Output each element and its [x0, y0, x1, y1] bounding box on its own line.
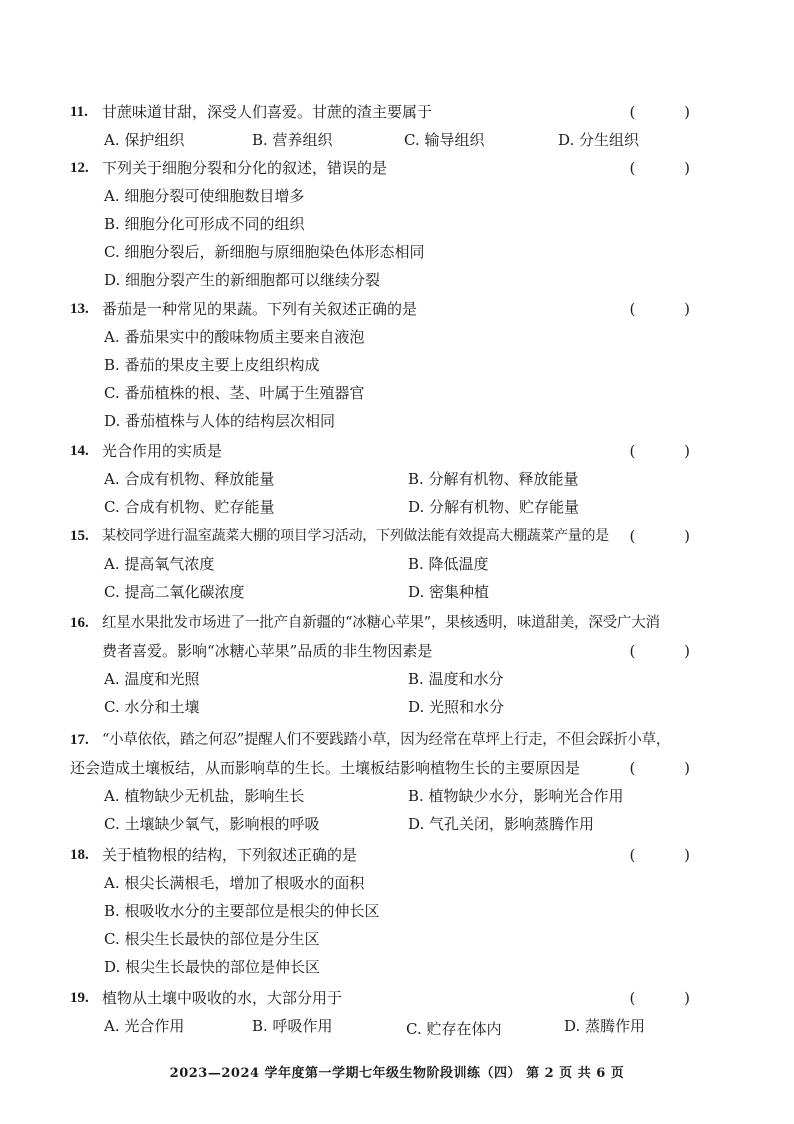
- option-d: D. 细胞分裂产生的新细胞都可以继续分裂: [104, 271, 381, 289]
- question-15: [70, 522, 720, 606]
- option-d: D. 光照和水分: [408, 698, 505, 716]
- question-stem-line1: “小草依依，踏之何忍”提醒人们不要践踏小草，因为经常在草坪上行走，不但会踩折小草，: [102, 732, 671, 748]
- answer-blank: ( ): [629, 846, 712, 864]
- option-d: D. 分生组织: [558, 131, 640, 149]
- answer-blank: ( ): [629, 989, 712, 1007]
- question-14: [70, 437, 720, 521]
- question-stem: 甘蔗味道甘甜，深受人们喜爱。甘蔗的渣主要属于: [102, 103, 433, 121]
- option-d: D. 蒸腾作用: [564, 1017, 646, 1035]
- question-stem-line1: 红星水果批发市场进了一批产自新疆的“冰糖心苹果”，果核透明，味道甜美，深受广大消: [102, 615, 660, 631]
- question-number: 17.: [70, 732, 89, 748]
- answer-blank: ( ): [629, 527, 712, 545]
- option-d: D. 分解有机物、贮存能量: [408, 498, 580, 516]
- question-17: [70, 726, 720, 838]
- option-a: A. 保护组织: [104, 131, 185, 149]
- option-a: A. 温度和光照: [104, 670, 200, 688]
- question-stem: 某校同学进行温室蔬菜大棚的项目学习活动，下列做法能有效提高大棚蔬菜产量的是: [102, 528, 609, 544]
- option-c: C. 提高二氧化碳浓度: [104, 583, 245, 601]
- question-stem: 下列关于细胞分裂和分化的叙述，错误的是: [102, 159, 388, 177]
- option-a: A. 番茄果实中的酸味物质主要来自液泡: [104, 328, 365, 346]
- option-c: C. 水分和土壤: [104, 698, 200, 716]
- option-c: C. 贮存在体内: [406, 1020, 502, 1038]
- question-number: 13.: [70, 301, 89, 317]
- answer-blank: ( ): [629, 759, 712, 777]
- question-18: [70, 841, 720, 981]
- option-c: C. 细胞分裂后，新细胞与原细胞染色体形态相同: [104, 243, 425, 261]
- answer-blank: ( ): [629, 103, 712, 121]
- option-b: B. 温度和水分: [408, 670, 504, 688]
- question-stem-line2: 还会造成土壤板结，从而影响草的生长。土壤板结影响植物生长的主要原因是: [70, 759, 581, 777]
- option-a: A. 细胞分裂可使细胞数目增多: [104, 187, 305, 205]
- option-b: B. 细胞分化可形成不同的组织: [104, 215, 305, 233]
- option-a: A. 提高氧气浓度: [104, 555, 215, 573]
- page-footer: 2023—2024 学年度第一学期七年级生物阶段训练（四） 第 2 页 共 6 页: [169, 1066, 625, 1081]
- option-b: B. 降低温度: [408, 555, 489, 573]
- answer-blank: ( ): [629, 159, 712, 177]
- question-number: 18.: [70, 847, 89, 863]
- question-number: 19.: [70, 990, 89, 1006]
- option-a: A. 合成有机物、释放能量: [104, 470, 275, 488]
- question-stem: 关于植物根的结构，下列叙述正确的是: [102, 846, 358, 864]
- option-b: B. 营养组织: [252, 131, 333, 149]
- answer-blank: ( ): [629, 642, 712, 660]
- question-stem: 植物从土壤中吸收的水，大部分用于: [102, 989, 343, 1007]
- option-d: D. 番茄植株与人体的结构层次相同: [104, 412, 336, 430]
- answer-blank: ( ): [629, 300, 712, 318]
- question-number: 11.: [70, 104, 88, 120]
- option-c: C. 合成有机物、贮存能量: [104, 498, 275, 516]
- question-12: [70, 154, 720, 294]
- option-b: B. 呼吸作用: [252, 1017, 333, 1035]
- option-d: D. 根尖生长最快的部位是伸长区: [104, 958, 321, 976]
- question-number: 12.: [70, 160, 89, 176]
- question-11: [70, 98, 720, 154]
- option-c: C. 番茄植株的根、茎、叶属于生殖器官: [104, 384, 365, 402]
- question-13: [70, 295, 720, 435]
- option-b: B. 分解有机物、释放能量: [408, 470, 579, 488]
- answer-blank: ( ): [629, 442, 712, 460]
- question-stem-line2: 费者喜爱。影响“冰糖心苹果”品质的非生物因素是: [102, 642, 433, 660]
- question-number: 15.: [70, 528, 89, 544]
- option-c: C. 土壤缺少氧气，影响根的呼吸: [104, 815, 320, 833]
- option-d: D. 气孔关闭，影响蒸腾作用: [408, 815, 595, 833]
- option-d: D. 密集种植: [408, 583, 490, 601]
- question-19: [70, 984, 720, 1040]
- option-a: A. 光合作用: [104, 1017, 185, 1035]
- question-stem: 光合作用的实质是: [102, 442, 223, 460]
- option-c: C. 根尖生长最快的部位是分生区: [104, 930, 320, 948]
- question-16: [70, 609, 720, 721]
- question-number: 14.: [70, 443, 89, 459]
- option-b: B. 番茄的果皮主要上皮组织构成: [104, 356, 320, 374]
- question-number: 16.: [70, 615, 89, 631]
- option-b: B. 根吸收水分的主要部位是根尖的伸长区: [104, 902, 380, 920]
- option-a: A. 根尖长满根毛，增加了根吸水的面积: [104, 874, 365, 892]
- option-c: C. 输导组织: [404, 131, 485, 149]
- question-stem: 番茄是一种常见的果蔬。下列有关叙述正确的是: [102, 300, 418, 318]
- option-a: A. 植物缺少无机盐，影响生长: [104, 787, 305, 805]
- option-b: B. 植物缺少水分，影响光合作用: [408, 787, 624, 805]
